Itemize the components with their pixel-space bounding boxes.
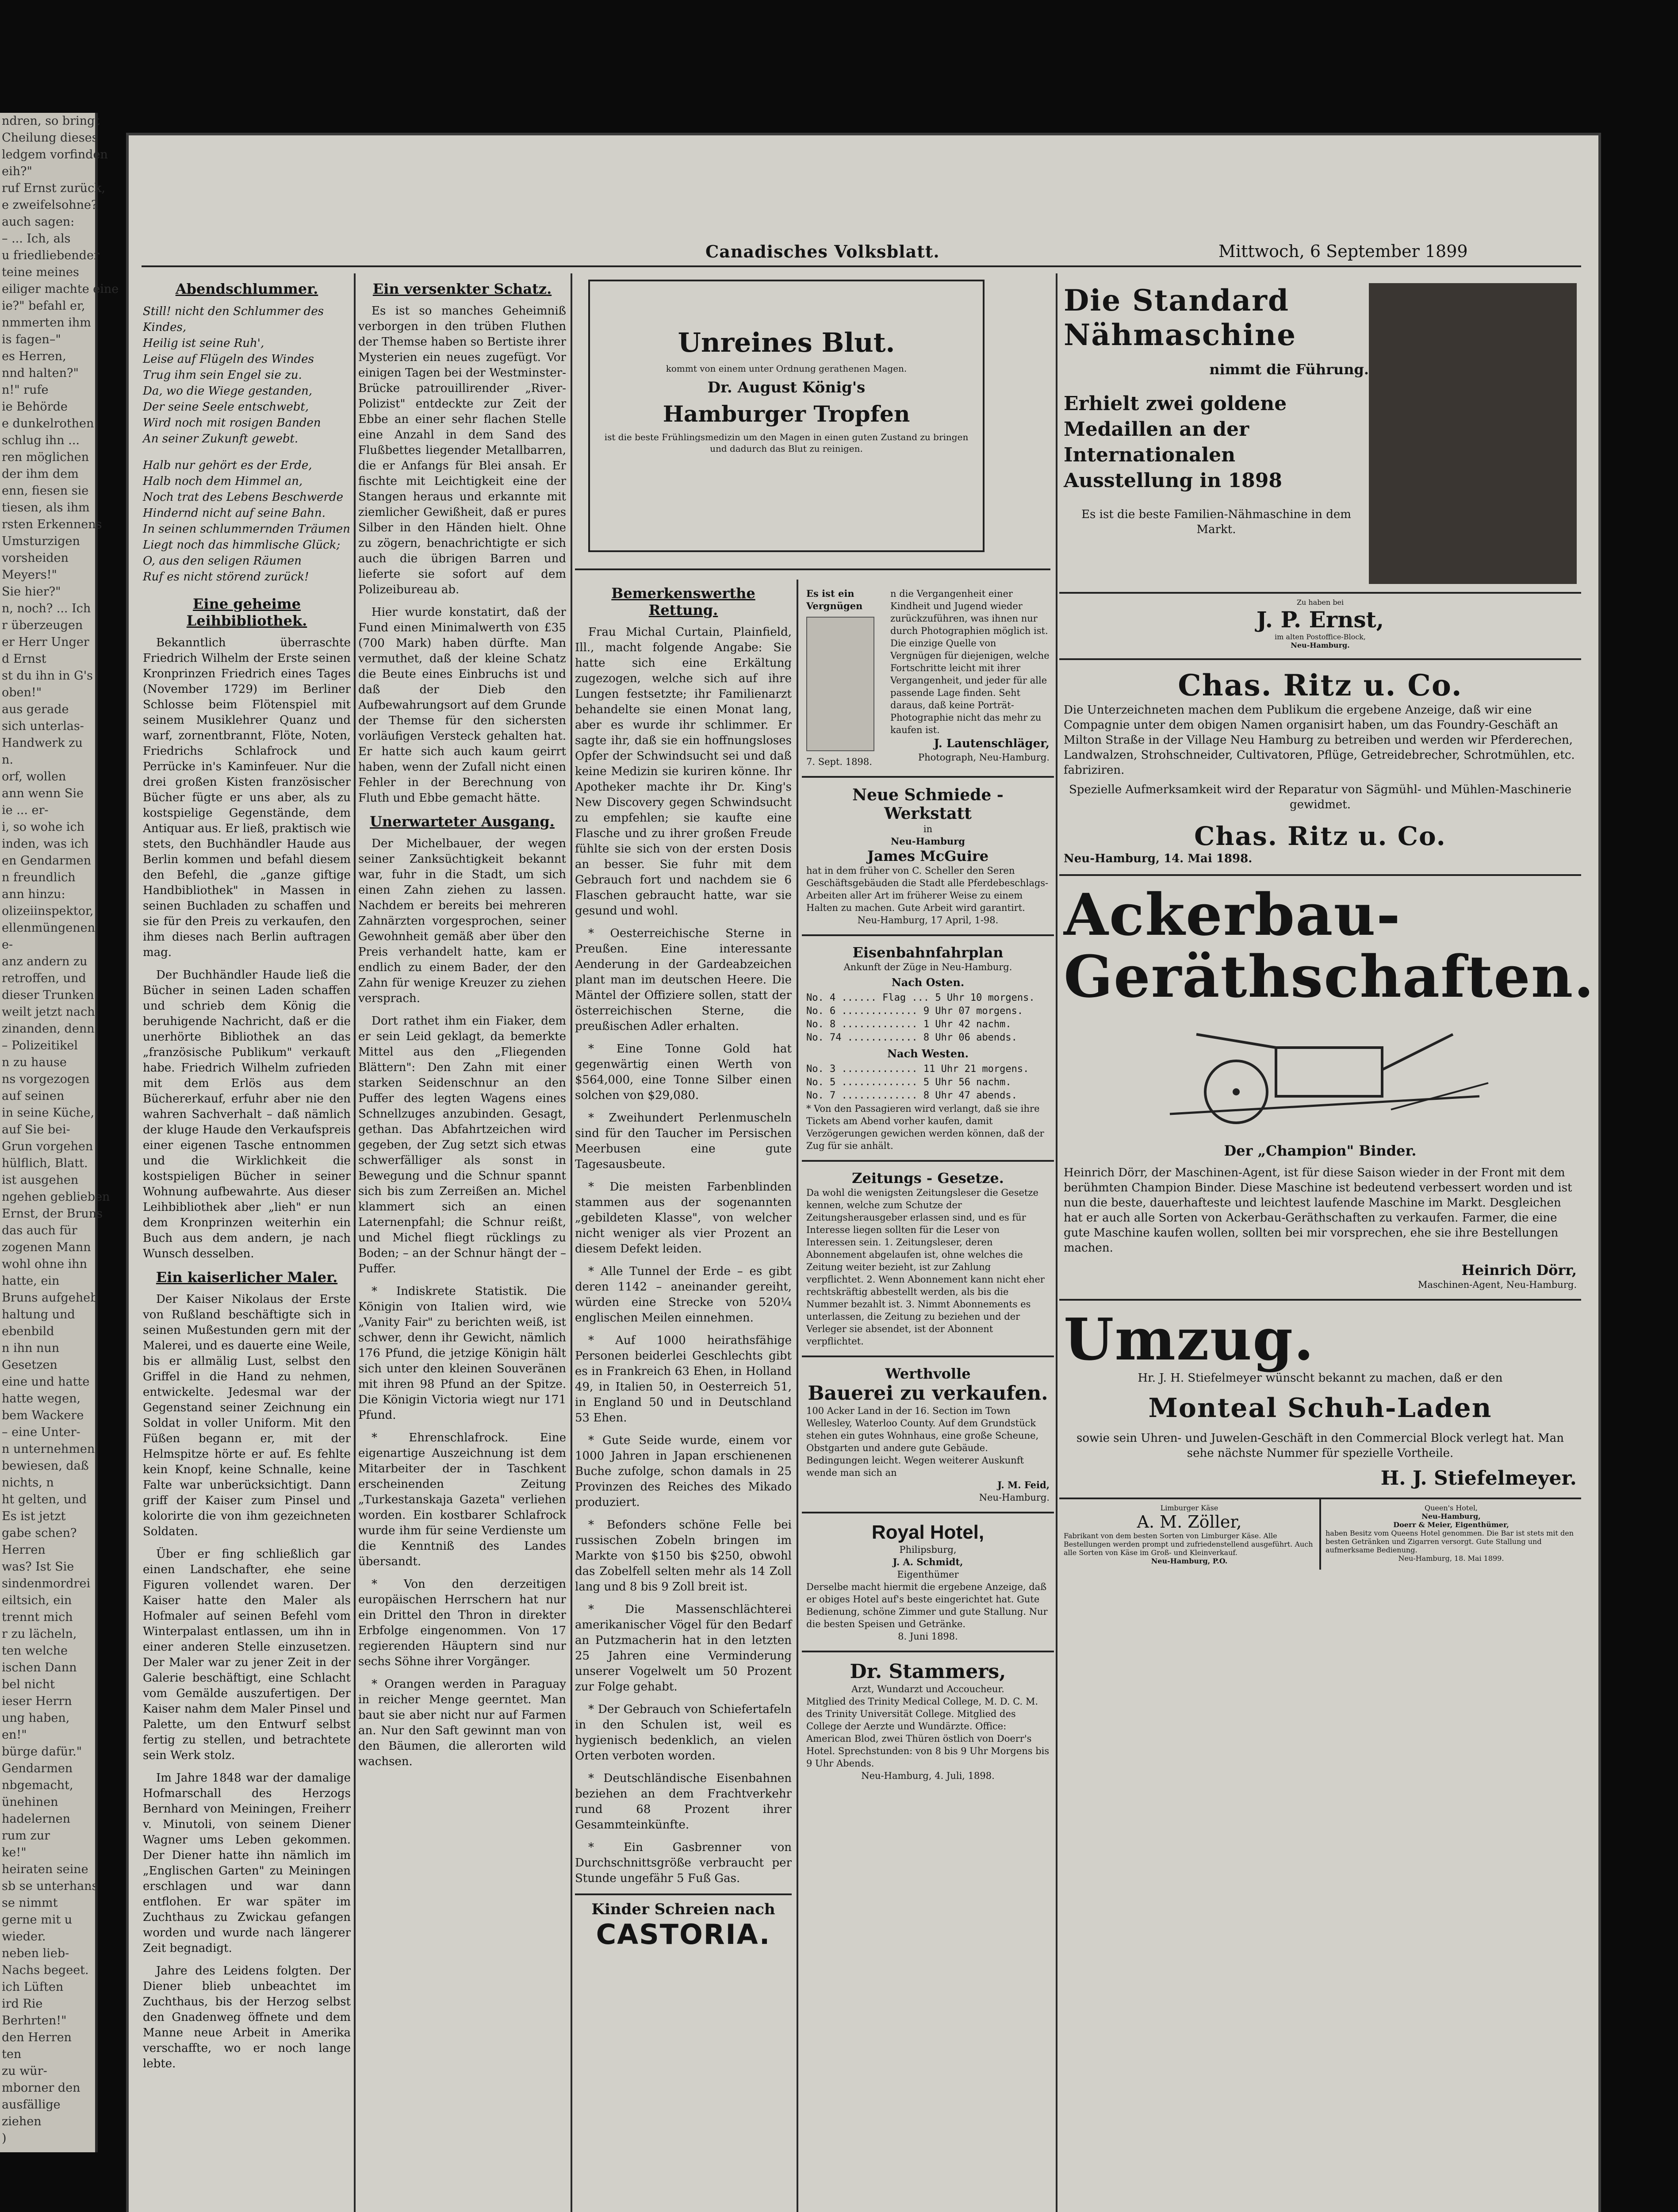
timetable-sub: Ankunft der Züge in Neu-Hamburg. [843,962,1012,972]
paragraph: * Befonders schöne Felle bei russischen Zobeln bringen im Markte von $150 bis $250, obwohl das Zobelfell selten mehr als 14 Zoll lang und 8 bis 9 Zoll breit ist. [575,1518,792,1594]
sliver-line: u friedliebender [2,249,100,262]
notes [575,926,792,1886]
sliver-line: ndren, so bringt [2,114,100,128]
running-head [126,242,1601,273]
sliver-line: Ernst, der Bruns [2,1207,103,1221]
ad-lead: Es ist ein Vergnügen [806,588,863,611]
sliver-line: ich Lüften [2,1980,64,1994]
ad-date: Neu-Hamburg, 14. Mai 1898. [1064,852,1253,865]
sliver-line: trennt mich [2,1610,73,1624]
paragraph: * Gute Seide wurde, einem vor 1000 Jahren in Japan erschienenen Buche zufolge, schon damals in 25 Provinzen des Reiches des Mikado produziert. [575,1434,792,1509]
sliver-line: ie Behörde [2,400,68,414]
sliver-line: Umsturzigen [2,534,80,548]
ad-name: J. M. Feid, [997,1479,1050,1490]
sliver-line: ns vorgezogen [2,1072,90,1086]
ad-title2: Nähmaschine [1064,318,1297,352]
ad-place: Neu-Hamburg [891,836,965,847]
paragraph: * Alle Tunnel der Erde – es gibt deren 1142 – aneinander gereiht, würden eine Strecke von 520¼ englischen Meilen einnehmen. [575,1265,792,1325]
sliver-line: zinanden, denn [2,1022,95,1036]
column-rule [354,273,356,2212]
ad-town: Neu-Hamburg, [1421,1512,1481,1521]
sliver-line: n freundlich [2,871,76,884]
poem-line: Wird noch mit rosigen Banden [143,416,321,430]
ad-award: Erhielt zwei goldene Medaillen an der Internationalen Ausstellung in 1898 [1064,392,1287,492]
ad-owner: J. A. Schmidt, [893,1556,963,1567]
train-row: No. 4 ...... Flag ... 5 Uhr 10 morgens. [806,992,1035,1003]
ritz-foundry-ad [1059,660,1581,876]
sliver-line: ie?" befahl er, [2,299,85,313]
sliver-line: Nachs begeet. [2,1963,89,1977]
sliver-line: den Herren [2,2031,72,2044]
sliver-line: nichts, n [2,1476,54,1490]
sliver-line: n ihn nun [2,1341,60,1355]
column-rule [571,273,572,2212]
sliver-line: neben lieb- [2,1947,69,1960]
sliver-line: haltung und [2,1308,75,1321]
ad-text: 100 Acker Land in der 16. Section im Town Wellesley, Waterloo County. Auf dem Grundstück stehen ein gutes Wohnhaus, eine große Scheune, Obstgarten und andere gute Gebäude. Bedingungen leicht. Wegen weiterer Auskunft wende man sich an [806,1406,1039,1478]
poem-line: Trug ihm sein Engel sie zu. [143,369,302,382]
sliver-line: en Gendarmen [2,854,92,868]
sliver-line: Handwerk zu [2,736,83,750]
ad-title: Umzug. [1064,1306,1315,1373]
sliver-line: aus gerade [2,703,69,716]
ad-date: Neu-Hamburg, 4. Juli, 1898. [861,1770,995,1781]
paragraph: * Zweihundert Perlenmuscheln sind für den Taucher im Persischen Meerbusen eine gute Tagesausbeute. [575,1111,792,1171]
timetable-title: Eisenbahnfahrplan [852,944,1004,961]
sliver-line: rum zur [2,1829,50,1843]
paragraph: Im Jahre 1848 war der damalige Hofmarschall des Herzogs Bernhard von Meiningen, Freiherr v. Minutoli, von seinem Diener Wagner ums Leben gekommen. Der Diener hatte ihn nämlich im „Englischen Garten" zu Meiningen erschlagen und war dann entflohen. Er war später im Zuchthaus zu Zwickau gefangen worden und wurde nach längerer Zeit begnadigt. [143,1771,351,1955]
cheese-ad [1059,1499,1319,1570]
ad-text: haben Besitz vom Queens Hotel genommen. Die Bar ist stets mit den besten Getränken und Zigarren versorgt. Gute Stallung und aufmerksame Bedienung. [1326,1529,1574,1554]
sliver-line: vorsheiden [2,551,69,565]
ad-text: n die Vergangenheit einer Kindheit und Jugend wieder zurückzuführen, was ihnen nur durch Photographien möglich ist. Die einzige Quelle von Vergnügen für diejenigen, welche Fortschritte leicht mit ihrer Vergangenheit, und jeder für alle passende Lage finden. Seht daraus, daß keine Porträt-Photographie nicht das mehr zu kaufen ist. [890,588,1050,735]
ad-title: Queen's Hotel, [1424,1504,1478,1512]
paragraph: * Die Massenschlächterei amerikanischer Vögel für den Bedarf an Putzmacherin hat in den letzten 25 Jahren eine Verminderung unserer Vogelwelt um 50 Prozent zur Folge gehabt. [575,1603,792,1694]
sliver-line: n, noch? ... Ich [2,602,91,615]
sliver-line: olizeiinspektor, [2,904,94,918]
sliver-line: Gendarmen [2,1762,73,1775]
sliver-line: oben!" [2,686,42,699]
ad-owners: Doerr & Meier, Eigenthümer, [1393,1521,1509,1529]
issue-date: Mittwoch, 6 September 1899 [1218,242,1468,261]
sliver-line: n!" rufe [2,383,49,397]
ad-date: Neu-Hamburg, 18. Mai 1899. [1398,1554,1504,1563]
sliver-line: eine und hatte [2,1375,90,1389]
ad-sub: Photograph, Neu-Hamburg. [918,752,1050,763]
ad-title: Limburger Käse [1160,1504,1218,1512]
ad-text: Die Unterzeichneten machen dem Publikum die ergebene Anzeige, daß wir eine Compagnie unter dem obigen Namen organisirt haben, um das Foundry-Geschäft an Milton Straße in der Village Neu Hamburg zu betreiben und werden wir Pferderechen, Landwalzen, Strohschneider, Cultivatoren, Pflüge, Getreidebrecher, Schrotmühlen, etc. fabriziren. [1064,703,1575,777]
dealer-town: Neu-Hamburg. [1291,641,1350,649]
poem-line: Hindernd nicht auf seine Bahn. [143,507,326,520]
binder-illustration [1143,1008,1497,1141]
sliver-line: ünehinen [2,1795,58,1809]
sliver-line: zogenen Mann [2,1240,91,1254]
ad-title: Werthvolle [885,1365,971,1382]
adjacent-page-sliver [0,113,119,2152]
poem-line: Noch trat des Lebens Beschwerde [143,491,343,504]
paragraph: Über er fing schließlich gar einen Landschafter, ehe seine Figuren vollendet waren. Der Kaiser hatte den Maler als Hofmaler auf seinen Befehl vom Winterpalast entlassen, um ihn in einer anderen Stelle einzusetzen. Der Maler war zu jener Zeit in der Galerie beschäftigt, eine Schlacht vom Gemälde auszufertigen. Der Kaiser nahm dem Maler Pinsel und Palette, um den Entwurf selbst fertig zu stellen, und betrachtete sein Werk stolz. [143,1548,351,1762]
column-rule [1056,273,1057,2212]
sliver-line: bel nicht [2,1678,55,1691]
poem-line: Da, wo die Wiege gestanden, [143,384,313,398]
sliver-line: Cheilung dieses [2,131,98,145]
sliver-line: ledgem vorfinden [2,148,108,161]
paragraph: * Deutschländische Eisenbahnen beziehen an dem Frachtverkehr rund 68 Prozent ihrer Gesammteinkünfte. [575,1772,792,1832]
paragraph: Der Michelbauer, der wegen seiner Zanksüchtigkeit bekannt war, fuhr in die Stadt, um sich einen Zahn ziehen zu lassen. Nachdem er bereits bei mehreren Zahnärzten vorgesprochen, seiner Gewohnheit gemäß aber über den Preis verhandelt hatte, kam er endlich zu einem Bader, der den Zahn für wenige Kreuzer zu ziehen versprach. [358,837,566,1005]
farm-implements-ad [1059,876,1595,1301]
ad-title2: Bauerei zu verkaufen. [808,1382,1048,1405]
sliver-line: hülflich, Blatt. [2,1156,88,1170]
paragraph: * Die meisten Farbenblinden stammen aus der sogenannten „gebildeten Klasse", von welcher nicht weniger als vier Prozent an diesem Defekt leiden. [575,1180,792,1256]
paragraph: * Ehrenschlafrock. Eine eigenartige Auszeichnung ist dem Mitarbeiter der in Taschkent erscheinenden Zeitung „Turkestanskaja Gazeta" verliehen worden. Ein kostbarer Schlafrock wurde ihm für seine Verdienste um die Kenntniß des Landes übersandt. [358,1431,566,1568]
article-title: Bemerkenswerthe Rettung. [611,585,755,618]
article-body [143,1292,351,2072]
column-4 [802,580,1054,2212]
sliver-line: ngehen geblieben [2,1190,110,1204]
ad-best: Es ist die beste Familien-Nähmaschine in dem Markt. [1081,508,1351,536]
ad-note: Spezielle Aufmerksamkeit wird der Reparatur von Sägmühl- und Mühlen-Maschinerie gewidmet. [1069,783,1572,811]
ad-text: Mitglied des Trinity Medical College, M. D. C. M. des Trinity Universität College. Mitglied des College der Aerzte und Wundärzte. Office: American Blod, zwei Thüren östlich von Doerr's Hotel. Sprechstunden: von 8 bis 9 Uhr Morgens bis 9 Uhr Abends. [806,1696,1050,1769]
paragraph: Der Kaiser Nikolaus der Erste von Rußland beschäftigte sich in seinen Mußestunden gern mit der Malerei, und es dauerte eine Weile, bis er allmälig Lust, selbst den Griffel in die Hand zu nehmen, entwickelte. Jedesmal war der Gegenstand seiner Zeichnung ein Soldat in voller Uniform. Mit den Füßen begann er, mit der Helmspitze hörte er auf. Es fehlte kein Knopf, keine Schnalle, keine Falte war unberücksichtigt. Dann griff der Kaiser zum Pinsel und kolorirte die von ihm gezeichneten Soldaten. [143,1293,351,1538]
poem-line: Liegt noch das himmlische Glück; [143,538,341,552]
ad-title: Neue Schmiede - Werkstatt [852,786,1004,823]
train-row: No. 74 ............ 8 Uhr 06 abends. [806,1032,1017,1043]
column-3 [575,580,792,2212]
ad-date: Neu-Hamburg, 17 April, 1-98. [857,915,999,926]
standard-dealer [1059,594,1581,660]
sliver-line: eiltsich, ein [2,1594,72,1607]
sliver-line: sb se unterhans [2,1879,98,1893]
sliver-line: st du ihn in G's [2,669,93,683]
poem-line: Der seine Seele entschwebt, [143,400,309,414]
poem-line: Ruf es nicht störend zurück! [143,570,309,584]
paragraph: * Orangen werden in Paraguay in reicher Menge geerntet. Man baut sie aber nicht nur auf Farmen an. Nur den Saft gewinnt man von den Bäumen, die allerorten wild wachsen. [358,1678,566,1768]
poem-line: Halb nur gehört es der Erde, [143,459,312,472]
ad-avail: Zu haben bei [1296,598,1344,607]
sliver-line: ung haben, [2,1711,70,1725]
sliver-line: ann hinzu: [2,887,65,901]
sliver-line: eiliger machte eine [2,282,119,296]
ad-title: Die Standard [1064,283,1290,318]
castoria-ad [575,1893,792,1951]
poem-line: An seiner Zukunft gewebt. [143,432,299,445]
ad-name: J. Lautenschläger, [934,737,1050,750]
ad-place: Neu-Hamburg, P.O. [1151,1557,1228,1565]
paper-name: Canadisches Volksblatt. [705,242,940,261]
article-body [143,635,351,1262]
ad-text: Derselbe macht hiermit die ergebene Anzeige, daß er obiges Hotel auf's beste eingerichtet hat. Gute Bedienung, schöne Zimmer und gute Stallung. Nur die besten Speisen und Getränke. [806,1582,1048,1629]
sliver-line: teine meines [2,265,79,279]
sliver-line: das auch für [2,1224,77,1237]
sliver-line: ann wenn Sie [2,787,84,800]
sliver-line: ht gelten, und [2,1493,87,1506]
ad-text: Fabrikant von dem besten Sorten von Limburger Käse. Alle Bestellungen werden prompt und zufriedenstellend ausgeführt. Auch alle Sorten von Käse im Groß- und Kleinverkauf. [1064,1532,1313,1557]
sliver-line: auch sagen: [2,215,75,229]
sliver-line: sindenmordrei [2,1577,91,1590]
ad-name: A. M. Zöller, [1137,1512,1242,1532]
ad-signature: Heinrich Dörr, [1461,1262,1577,1279]
east-trains [806,991,1050,1045]
west-trains [806,1063,1050,1102]
sliver-line: enn, fiesen sie [2,484,89,498]
column-1 [143,275,351,2212]
poem-line: Heilig ist seine Ruh', [143,337,264,350]
sliver-line: schlug ihn ... [2,434,80,447]
poem-line: Leise auf Flügeln des Windes [143,353,314,366]
photo-illustration [806,617,874,751]
sliver-line: sich unterlas- [2,719,84,733]
poem-title: Abendschlummer. [175,280,318,297]
paragraph: * Indiskrete Statistik. Die Königin von Italien wird, wie „Vanity Fair" zu berichten weiß, ist schwer, denn ihr Gewicht, nämlich 176 Pfund, die jetzige Königin hält sich unter den kleinen Souveränen mit ihren 98 Pfund an der Spitze. Die Königin Victoria wiegt nur 171 Pfund. [358,1285,566,1422]
sliver-line: nnd halten?" [2,366,79,380]
ad-owner: James McGuire [867,848,989,864]
sliver-line: Berhrten!" [2,2014,67,2028]
standard-sewing-machine-ad [1059,275,1581,594]
sliver-line: gerne mit u [2,1913,73,1927]
sliver-line: was? Ist Sie [2,1560,74,1574]
sliver-line: nbgemacht, [2,1778,73,1792]
ad-date: 8. Juni 1898. [898,1631,958,1642]
dealer-address: im alten Postoffice-Block, [1275,633,1366,641]
column-2 [358,275,566,2212]
newspaper-law [802,1162,1054,1357]
photographer-ad [802,580,1054,778]
sliver-line: en!" [2,1728,27,1742]
sliver-line: ke!" [2,1846,27,1859]
law-text: Da wohl die wenigsten Zeitungsleser die Gesetze kennen, welche zum Schutze der Zeitungsherausgeber erlassen sind, und es für Interesse liegen sollten für die Leser von Interessen sein. 1. Zeitungsleser, deren Abonnement abgelaufen ist, ohne welches die Zeitung weiter bezieht, ist zur Zahlung verpflichtet. 2. Wenn Abonnement kann nicht eher rechtskräftig abbestellt werden, als bis die Nummer bezahlt ist. 3. Nimmt Abonnements es unterlassen, die Zeitung zu beziehen und der Verleger sie absendet, ist der Abonnent verpflichtet. [806,1187,1045,1347]
sliver-line: – Polizeitikel [2,1039,78,1052]
ad-date: 7. Sept. 1898. [806,757,872,767]
sliver-line: tiesen, als ihm [2,501,90,515]
farm-sale-ad [802,1357,1054,1513]
paragraph: * Eine Tonne Gold hat gegenwärtig einen Werth von $564,000, eine Tonne Silber einen solchen von $29,080. [575,1042,792,1102]
sliver-line: heiraten seine [2,1863,88,1876]
ad-product: Hamburger Tropfen [663,401,910,427]
law-title: Zeitungs - Gesetze. [852,1170,1004,1187]
paragraph: * Ein Gasbrenner von Durchschnittsgröße verbraucht per Stunde ungefähr 5 Fuß Gas. [575,1841,792,1885]
ad-signature: Chas. Ritz u. Co. [1194,821,1446,851]
sliver-line: in seine Küche, [2,1106,95,1120]
sliver-line: n unternehmen [2,1442,95,1456]
timetable [802,936,1054,1162]
sliver-line: ten welche [2,1644,68,1658]
bottom-ads [1059,1499,1581,1570]
sliver-line: ellenmüngenen [2,921,96,935]
train-row: No. 7 ............. 8 Uhr 47 abends. [806,1090,1017,1101]
timetable-note: * Von den Passagieren wird verlangt, daß sie ihre Tickets am Abend vorher kaufen, damit Verzögerungen gewichen werden können, daß der Zug für sie anhält. [806,1103,1044,1151]
ad-sigsub: Maschinen-Agent, Neu-Hamburg. [1417,1279,1577,1290]
train-row: No. 8 ............. 1 Uhr 42 nachm. [806,1019,1011,1030]
ad-text: Heinrich Dörr, der Maschinen-Agent, ist für diese Saison wieder in der Front mit dem berühmten Champion Binder. Diese Maschine ist bedeutend verbessert worden und ist nun die beste, dauerhafteste und leichtest laufende Maschine im Markt. Desgleichen hat er auch alle Sorten von Ackerbau-Geräthschaften zu verkaufen. Farmer, die eine gute Maschine kaufen wollen, sollten bei mir vorsprechen, ehe sie ihre Bestellungen machen. [1064,1166,1572,1255]
sliver-line: dieser Trunken [2,988,94,1002]
royal-hotel-ad [802,1513,1054,1652]
sliver-line: – eine Unter- [2,1425,80,1439]
sliver-line: e zweifelsohne? [2,198,98,212]
article-title: Unerwarteter Ausgang. [370,813,555,830]
train-row: No. 3 ............. 11 Uhr 21 morgens. [806,1064,1029,1075]
sliver-line: Es ist jetzt [2,1509,66,1523]
sliver-line: weilt jetzt nach [2,1005,95,1019]
blood-medicine-ad [588,280,985,552]
queens-hotel-ad [1319,1499,1581,1570]
article-body: Frau Michal Curtain, Plainfield, Ill., macht folgende Angabe: Sie hatte sich eine Erkältung zugezogen, welche sich auf ihre Lungen festsetzte; ihr Familienarzt behandelte sie einen Monat lang, aber es wurde ihr schlimmer. Er sagte ihr, daß sie ein hoffnungsloses Opfer der Schwindsucht sei und daß keine Medizin sie kuriren könne. Ihr Apotheker machte ihr Dr. King's New Discovery gegen Schwindsucht zu empfehlen; sie kaufte eine Flasche und zu ihrer großen Freude fühlte sie sich von der ersten Dosis an besser. Sie fuhr mit dem Gebrauch fort und nachdem sie 6 Flaschen gebraucht hatte, war sie gesund und wohl. [575,626,792,918]
ad-city: Philipsburg, [899,1544,957,1555]
sliver-line: hadelernen [2,1812,71,1826]
section-rule [575,568,1050,570]
sliver-line: ie ... er- [2,803,49,817]
ad-headline: Unreines Blut. [678,327,895,358]
newspaper-page [126,133,1601,2212]
sliver-line: is fagen–" [2,333,61,346]
paragraph: Der Buchhändler Haude ließ die Bücher in seinen Laden schaffen und schrieb dem König die beruhigende Nachricht, daß er die unerhörte Bibliothek an das „französische Publikum" verkauft habe. Friedrich Wilhelm zufrieden mit dem Erlös aus dem Büchererkauf, erfuhr aber nie den wahren Sachverhalt – daß nämlich der kluge Haude den Verkaufspreis einer eigenen Tasche entnommen und die Wirklichkeit die kostspieligen Bücher in seiner Wohnung aufbewahrte. Aus dieser Leihbibliothek aber „lieh" er nun dem Kronprinzen weiterhin ein Buch aus dem andern, je nach Wunsch desselben. [143,968,351,1260]
paragraph: * Der Gebrauch von Schiefertafeln in den Schulen ist, weil es hygienisch bedenklich, an vielen Orten verboten worden. [575,1703,792,1763]
sliver-line: Bruns aufgeheb [2,1291,98,1305]
poem-line: In seinen schlummernden Träumen [143,522,350,536]
ad-text: hat in dem früher von C. Scheller den Seren Geschäftsgebäuden die Stadt alle Pferdebeschlags-Arbeiten aller Art im früherer Weise zu einem Halten zu machen. Gute Arbeit wird garantirt. [806,865,1049,913]
sliver-line: Herren [2,1543,46,1557]
moving-notice [1059,1301,1581,1499]
sliver-line: auf seinen [2,1089,65,1103]
column-5 [1059,275,1595,2212]
paragraph: * Auf 1000 heirathsfähige Personen beiderlei Geschlechts gibt es in Frankreich 63 Ehen, in Holland 49, in Italien 50, in Oesterreich 51, in England 50 und in Deutschland 53 Ehen. [575,1334,792,1425]
ad-lead: Hr. J. H. Stiefelmeyer wünscht bekannt zu machen, daß er den [1138,1371,1503,1385]
dealer-name: J. P. Ernst, [1256,607,1384,633]
head-rule [142,265,1581,267]
sliver-line: bem Wackere [2,1409,84,1422]
sliver-line: auf Sie bei- [2,1123,70,1137]
sliver-line: – ... Ich, als [2,232,71,246]
ad-in: in [923,824,933,834]
sliver-line: e dunkelrothen [2,417,94,430]
ad-title: Ackerbau- [1064,881,1401,949]
ad-doctor: Dr. August König's [707,379,866,396]
sewing-machine-illustration [1369,283,1577,584]
ad-subline: kommt von einem unter Ordnung gerathenen Magen. [666,363,907,374]
sliver-line: nmmerten ihm [2,316,91,330]
doctor-ad [802,1652,1054,1790]
sliver-line: Gesetzen [2,1358,57,1372]
poem-line: Still! nicht den Schlummer des Kindes, [143,305,324,334]
sliver-line: hatte, ein [2,1274,60,1288]
stanza [143,457,351,585]
sliver-line: eih?" [2,165,32,178]
poem-line: Halb noch dem Himmel an, [143,475,303,488]
ad-sub: Arzt, Wundarzt und Accoucheur. [851,1684,1004,1694]
sliver-line: bürge dafür." [2,1745,82,1759]
sliver-line: zu wür- [2,2064,47,2078]
direction-east: Nach Osten. [891,976,965,989]
sliver-line: ieser Herrn [2,1694,72,1708]
sliver-line: ruf Ernst zurück, [2,181,106,195]
sliver-line: e- [2,938,13,952]
direction-west: Nach Westen. [887,1047,969,1060]
ad-title2: Geräthschaften. [1064,943,1595,1010]
ad-title: Chas. Ritz u. Co. [1178,668,1463,703]
sliver-line: ) [2,2131,7,2145]
paragraph: Dort rathet ihm ein Fiaker, dem er sein Leid geklagt, da bemerkte Mittel aus den „Fliegenden Blättern": Den Zahn mit einer starken Seidenschnur an den Puffer des legten Wagens eines Schnellzuges anzubinden. Gesagt, gethan. Das Abfahrtzeichen wird gegeben, der Zug setzt sich etwas schwerfälliger als sonst in Bewegung und die Schnur spannt sich bis zum Zerreißen an. Michel klammert sich an einen Laternenpfahl; die Schnur reißt, und Michel fliegt rücklings zu Boden; – an der Schnur hängt der – Puffer. [358,1014,566,1275]
sliver-line: inden, was ich [2,837,89,851]
paragraph: * Oesterreichische Sterne in Preußen. Eine interessante Aenderung in der Gardeabzeichen plant man im deutschen Heere. Die Mäntel der Offiziere sollen, statt der österreichischen Sterne, die preußischen Adler erhalten. [575,927,792,1033]
castoria-lead: Kinder Schreien nach [591,1901,775,1918]
sliver-line: ist ausgehen [2,1173,79,1187]
sliver-line: bewiesen, daß [2,1459,89,1473]
article-body [358,303,566,806]
sliver-line: anz andern zu [2,955,88,968]
ad-signature: H. J. Stiefelmeyer. [1380,1467,1577,1490]
sliver-line: gabe schen? [2,1526,77,1540]
article-title: Eine geheime Leihbibliothek. [186,595,307,629]
shop-name: Monteal Schuh-Laden [1148,1393,1492,1424]
sliver-line: wieder. [2,1930,46,1943]
sliver-line: wohl ohne ihn [2,1257,87,1271]
sliver-line: es Herren, [2,349,66,363]
sliver-line: n. [2,753,13,767]
poem-line: O, aus den seligen Räumen [143,554,302,568]
sliver-line: ziehen [2,2115,42,2128]
sliver-line: ten [2,2047,22,2061]
sliver-line: r überzeugen [2,618,83,632]
sliver-line: ausfällige [2,2098,61,2112]
train-row: No. 5 ............. 5 Uhr 56 nachm. [806,1077,1011,1088]
sliver-line: r zu lächeln, [2,1627,77,1641]
sliver-line: Sie hier?" [2,585,61,599]
paragraph: Bekanntlich überraschte Friedrich Wilhelm der Erste seinen Kronprinzen Friedrich eines Tages (November 1729) im Berliner Schlosse beim Flötenspiel mit seinem Musiklehrer Quanz und warf, zornentbrannt, Flöte, Noten, Friedrichs Schlafrock und Perrücke in's Kaminfeuer. Nur die drei großen Kisten französischer Bücher fügte er uns aber, als zu kostspielige Gegenstände, dem Antiquar aus. Er ließ, praktisch wie stets, den Buchhändler Haude aus Berlin kommen und befahl diesem den Befehl, die „ganze giftige Handbibliothek" in Massen in seinen Buchladen zu schaffen und sie für den Preis zu verkaufen, den ihm dieses nach Berlin auftragen mag. [143,636,351,959]
article-title: Ein versenkter Schatz. [372,280,552,297]
ad-role: Eigenthümer [897,1569,959,1580]
article-body [358,836,566,1770]
sliver-line: d Ernst [2,652,46,666]
ad-caption: Der „Champion" Binder. [1224,1142,1417,1159]
ad-lead: nimmt die Führung. [1209,361,1369,378]
ad-description: ist die beste Frühlingsmedizin um den Magen in einen guten Zustand zu bringen und dadurch das Blut zu reinigen. [604,432,969,454]
paragraph: Jahre des Leidens folgten. Der Diener blieb unbeachtet im Zuchthaus, bis der Herzog selbst den Gnadenweg öffnete und dem Manne neue Arbeit in Amerika verschaffte, wo er noch lange lebte. [143,1964,351,2070]
train-row: No. 6 ............. 9 Uhr 07 morgens. [806,1006,1023,1017]
ad-title: Dr. Stammers, [850,1660,1006,1683]
sliver-line: hatte wegen, [2,1392,81,1406]
article-title: Ein kaiserlicher Maler. [156,1269,338,1286]
paragraph: Es ist so manches Geheimniß verborgen in den trüben Fluthen der Themse haben so Bertiste ihrer Mysterien ein neues zugefügt. Vor einigen Tagen bei der Westminster-Brücke patrouillirender „River-Polizist" entdeckte zur Zeit der Ebbe an einer sehr flachen Stelle eine Anzahl in dem Sand des Flußbettes liegender Metallbarren, die er Anfangs für Blei ansah. Er fischte mit Leichtigkeit eine der Stangen heraus und erkannte mit ziemlicher Gewißheit, daß er pures Silber in den Händen hielt. Ohne zu zögern, benachrichtigte er sich auch die übrigen Barren und lieferte sie sofort auf dem Polizeibureau ab. [358,304,566,596]
paragraph: * Von den derzeitigen europäischen Herrschern hat nur ein Drittel den Thron in direkter Erbfolge eingenommen. Von 17 regierenden Häuptern sind nur sechs Söhne ihrer Vorgänger. [358,1578,566,1668]
sliver-line: orf, wollen [2,770,66,783]
smithy-ad [802,778,1054,936]
sliver-line: ischen Dann [2,1661,77,1674]
sliver-line: ebenbild [2,1325,54,1338]
castoria-brand: CASTORIA. [596,1918,771,1951]
sliver-line: ird Rie [2,1997,43,2011]
stanza [143,303,351,447]
sliver-line: ren möglichen [2,450,89,464]
paragraph: Hier wurde konstatirt, daß der Fund einen Minimalwerth von £35 (700 Mark) haben dürfte. Man vermuthet, daß der kleine Schatz die Beute eines Einbruchs ist und daß der Dieb den Aufbewahrungsort auf dem Grunde der Themse für den sichersten vorläufigen Versteck gehalten hat. Er hatte sich auch kaum geirrt haben, wenn der Zufall nicht einen Fehler in der Berechnung von Fluth und Ebbe gemacht hätte. [358,606,566,805]
ad-place: Neu-Hamburg. [979,1492,1050,1503]
sliver-line: der ihm dem [2,467,79,481]
sliver-line: er Herr Unger [2,635,89,649]
sliver-line: Grun vorgehen [2,1140,93,1153]
sliver-line: n zu hause [2,1056,67,1069]
sliver-line: i, so wohe ich [2,820,84,834]
poem [143,303,351,585]
sliver-line: retroffen, und [2,972,86,985]
sliver-line: rsten Erkennens [2,518,102,531]
sliver-line: Meyers!" [2,568,57,582]
ad-text: sowie sein Uhren- und Juwelen-Geschäft in den Commercial Block verlegt hat. Man sehe nächste Nummer für spezielle Vortheile. [1077,1432,1564,1460]
ad-title: Royal Hotel, [871,1521,985,1543]
sliver-line: mborner den [2,2081,80,2095]
sliver-line: se nimmt [2,1896,58,1910]
